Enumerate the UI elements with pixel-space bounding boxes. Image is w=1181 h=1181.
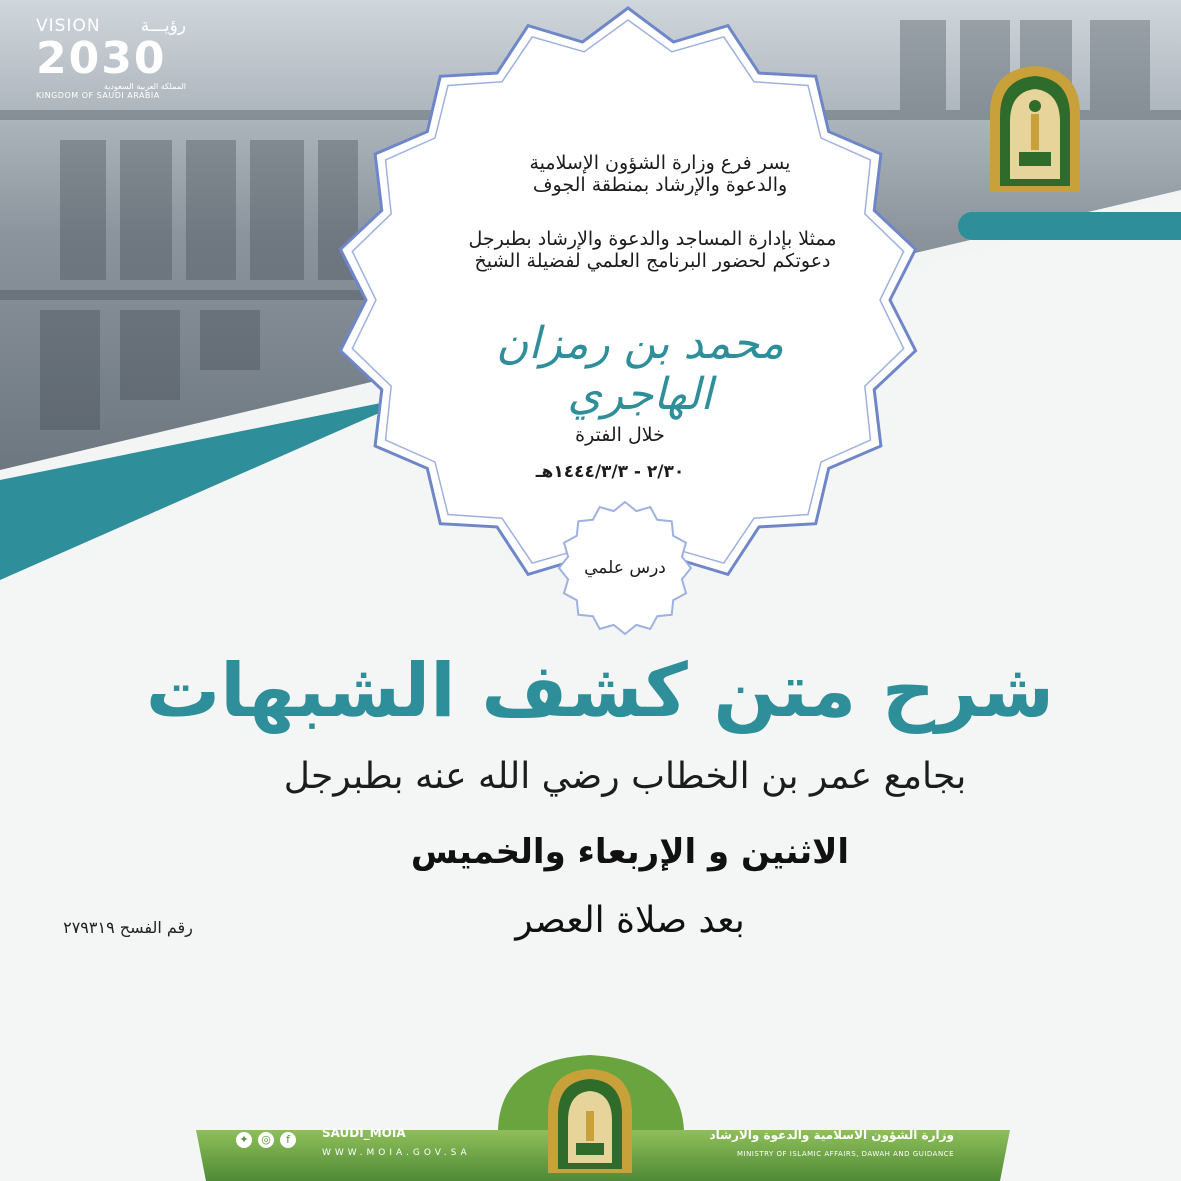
instagram-icon[interactable]: ◎ bbox=[258, 1132, 274, 1148]
permit-number: رقم الفسح ٢٧٩٣١٩ bbox=[63, 918, 193, 937]
invitation-line4: دعوتكم لحضور البرنامج العلمي لفضيلة الشيخ bbox=[474, 250, 831, 272]
period-dates: ٢/٣٠ - ١٤٤٤/٣/٣هـ bbox=[535, 462, 685, 482]
lesson-days: الاثنين و الإربعاء والخميس bbox=[410, 832, 850, 872]
invitation-line2: والدعوة والإرشاد بمنطقة الجوف bbox=[532, 174, 788, 196]
sheikh-name: محمد بن رمزان الهاجري bbox=[496, 318, 784, 420]
social-handle[interactable]: SAUDI_MOIA bbox=[322, 1126, 406, 1140]
mosque-location: بجامع عمر بن الخطاب رضي الله عنه بطبرجل bbox=[283, 756, 967, 797]
vision-label-en: VISION bbox=[36, 16, 101, 36]
lesson-time: بعد صلاة العصر bbox=[515, 900, 745, 941]
ministry-name-ar: وزارة الشؤون الاسلامية والدعوة والارشاد bbox=[709, 1128, 954, 1142]
website-link[interactable]: WWW.MOIA.GOV.SA bbox=[322, 1148, 471, 1158]
vision-kingdom-ar: المملكة العربية السعودية bbox=[103, 82, 186, 91]
period-label: خلال الفترة bbox=[575, 424, 665, 446]
invitation-line3: ممثلا بإدارة المساجد والدعوة والإرشاد بطبرجل bbox=[468, 228, 837, 250]
facebook-icon[interactable]: f bbox=[280, 1132, 296, 1148]
social-icons bbox=[236, 1132, 296, 1148]
lesson-type: درس علمي bbox=[584, 558, 666, 578]
teal-accent-bar bbox=[958, 212, 1181, 240]
invitation-body bbox=[390, 228, 915, 272]
ministry-name-en: MINISTRY OF ISLAMIC AFFAIRS, DAWAH AND GUIDANCE bbox=[736, 1150, 954, 1158]
vision-kingdom-en: KINGDOM OF SAUDI ARABIA bbox=[36, 91, 160, 100]
vision-label-ar: رؤيـــة bbox=[140, 16, 186, 36]
vision-year: 2030 bbox=[36, 33, 167, 84]
invitation-line1: يسر فرع وزارة الشؤون الإسلامية bbox=[529, 152, 791, 174]
ministry-emblem-icon bbox=[985, 64, 1085, 194]
footer-emblem-icon bbox=[540, 1065, 640, 1175]
twitter-icon[interactable]: ✦ bbox=[236, 1132, 252, 1148]
vision-2030-logo bbox=[36, 16, 186, 100]
invitation-header bbox=[470, 152, 850, 196]
lesson-title: شرح متن كشف الشبهات bbox=[145, 648, 1055, 734]
